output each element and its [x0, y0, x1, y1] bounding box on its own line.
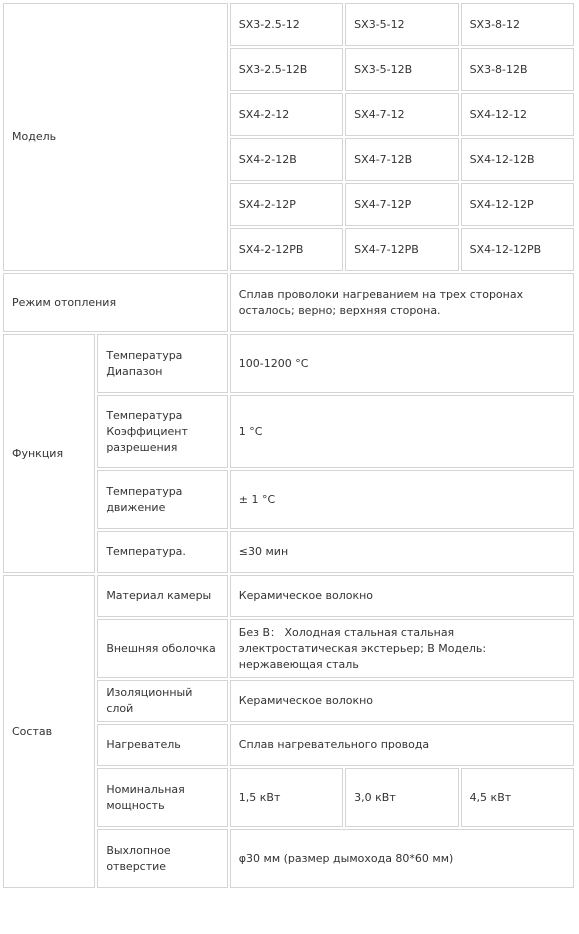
spec-value: ± 1 °C: [230, 470, 574, 529]
spec-value: Керамическое волокно: [230, 575, 574, 617]
spec-label: Материал камеры: [97, 575, 227, 617]
model-cell: SX4-7-12B: [345, 138, 458, 181]
spec-value: 1 °C: [230, 395, 574, 468]
model-cell: SX3-8-12B: [461, 48, 574, 91]
table-row: [3, 334, 574, 393]
function-label: Функция: [3, 334, 95, 573]
spec-sheet: [0, 1, 579, 934]
heating-label: Режим отопления: [3, 273, 228, 332]
spec-label: Выхлопное отверстие: [97, 829, 227, 888]
model-cell: SX4-12-12P: [461, 183, 574, 226]
spec-label: Температура Коэффициент разрешения: [97, 395, 227, 468]
spec-value: Керамическое волокно: [230, 680, 574, 722]
spec-value: φ30 мм (размер дымохода 80*60 мм): [230, 829, 574, 888]
model-cell: SX4-12-12PB: [461, 228, 574, 271]
spec-table: [1, 1, 576, 890]
table-row: [3, 575, 574, 617]
power-value: 3,0 кВт: [345, 768, 458, 827]
spec-label: Внешняя оболочка: [97, 619, 227, 678]
model-cell: SX4-7-12P: [345, 183, 458, 226]
model-cell: SX3-2.5-12B: [230, 48, 343, 91]
model-cell: SX4-2-12B: [230, 138, 343, 181]
model-cell: SX3-5-12: [345, 3, 458, 46]
spec-value: Без В： Холодная стальная стальная электростатическая экстерьер; В Модель: нержавеющая сталь: [230, 619, 574, 678]
model-cell: SX3-2.5-12: [230, 3, 343, 46]
model-cell: SX4-7-12: [345, 93, 458, 136]
spec-label: Нагреватель: [97, 724, 227, 766]
model-cell: SX4-2-12P: [230, 183, 343, 226]
model-cell: SX4-12-12: [461, 93, 574, 136]
spec-value: Сплав нагревательного провода: [230, 724, 574, 766]
power-value: 4,5 кВт: [461, 768, 574, 827]
spec-label: Температура движение: [97, 470, 227, 529]
model-cell: SX3-8-12: [461, 3, 574, 46]
spec-value: 100-1200 °C: [230, 334, 574, 393]
model-cell: SX4-2-12PB: [230, 228, 343, 271]
heating-value: Сплав проволоки нагреванием на трех сторонах осталось; верно; верхняя сторона.: [230, 273, 574, 332]
model-cell: SX4-2-12: [230, 93, 343, 136]
table-row: [3, 3, 574, 46]
spec-label: Температура.: [97, 531, 227, 573]
power-value: 1,5 кВт: [230, 768, 343, 827]
spec-value: ≤30 мин: [230, 531, 574, 573]
spec-label: Номинальная мощность: [97, 768, 227, 827]
model-label: Модель: [3, 3, 228, 271]
model-cell: SX4-7-12PB: [345, 228, 458, 271]
model-cell: SX3-5-12B: [345, 48, 458, 91]
composition-label: Состав: [3, 575, 95, 888]
spec-label: Изоляционный слой: [97, 680, 227, 722]
spec-label: Температура Диапазон: [97, 334, 227, 393]
model-cell: SX4-12-12B: [461, 138, 574, 181]
table-row: [3, 273, 574, 332]
